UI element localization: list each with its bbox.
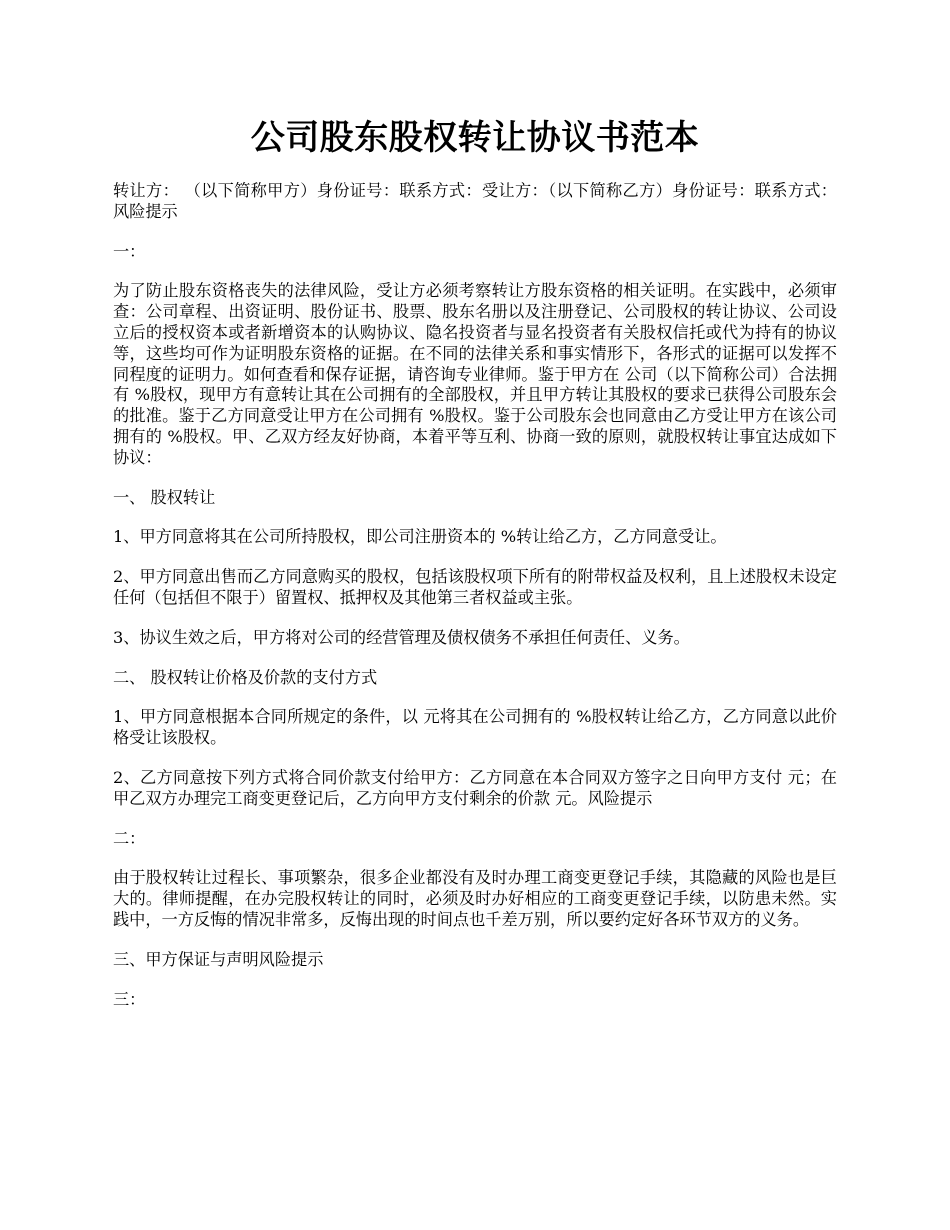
risk-note-3-heading: 三： [113, 989, 146, 1009]
risk-note-2-heading: 二： [113, 828, 146, 848]
section-1-heading: 一、 股权转让 [113, 487, 216, 507]
risk-note-2-body: 由于股权转让过程长、事项繁杂，很多企业都没有及时办理工商变更登记手续，其隐藏的风险也是巨大的。律师提醒，在办完股权转让的同时，必须及时办好相应的工商变更登记手续，以防患未然。实践中，一方反悔的情况非常多，反悔出现的时间点也千差万别，所以要约定好各环节双方的义务。 [113, 868, 837, 929]
document-title: 公司股东股权转让协议书范本 [250, 118, 700, 158]
clause-1-2: 2、甲方同意出售而乙方同意购买的股权，包括该股权项下所有的附带权益及权利，且上述股权未设定任何（包括但不限于）留置权、抵押权及其他第三者权益或主张。 [113, 567, 837, 607]
section-3-heading: 三、甲方保证与声明风险提示 [113, 949, 324, 969]
section-2-heading: 二、 股权转让价格及价款的支付方式 [113, 667, 378, 687]
risk-note-1-body: 为了防止股东资格丧失的法律风险，受让方必须考察转让方股东资格的相关证明。在实践中，必须审查：公司章程、出资证明、股份证书、股票、股东名册以及注册登记、公司股权的转让协议、公司设立后的授权资本或者新增资本的认购协议、隐名投资者与显名投资者有关股权信托或代为持有的协议等，这些均可作为证明股东资格的证据。在不同的法律关系和事实情形下，各形式的证据可以发挥不同程度的证明力。如何查看和保存证据，请咨询专业律师。鉴于甲方在 公司（以下简称公司）合法拥有 %股权，现甲方有意转让其在公司拥有的全部股权，并且甲方转让其股权的要求已获得公司股东会的批准。鉴于乙方同意受让甲方在公司拥有 %股权。鉴于公司股东会也同意由乙方受让甲方在该公司拥有的 %股权。甲、乙双方经友好协商，本着平等互利、协商一致的原则，就股权转让事宜达成如下协议： [113, 281, 837, 467]
clause-1-3: 3、协议生效之后，甲方将对公司的经营管理及债权债务不承担任何责任、义务。 [113, 627, 690, 647]
clause-2-2: 2、乙方同意按下列方式将合同价款支付给甲方：乙方同意在本合同双方签字之日向甲方支付 元；在甲乙双方办理完工商变更登记后，乙方向甲方支付剩余的价款 元。风险提示 [113, 767, 837, 808]
clause-2-1: 1、甲方同意根据本合同所规定的条件，以 元将其在公司拥有的 %股权转让给乙方，乙方同意以此价格受让该股权。 [113, 707, 837, 748]
parties-paragraph: 转让方： （以下简称甲方）身份证号：联系方式：受让方：（以下简称乙方）身份证号：联系方式：风险提示 [113, 181, 837, 221]
risk-note-1-heading: 一： [113, 241, 146, 261]
clause-1-1: 1、甲方同意将其在公司所持股权，即公司注册资本的 %转让给乙方，乙方同意受让。 [113, 527, 727, 547]
